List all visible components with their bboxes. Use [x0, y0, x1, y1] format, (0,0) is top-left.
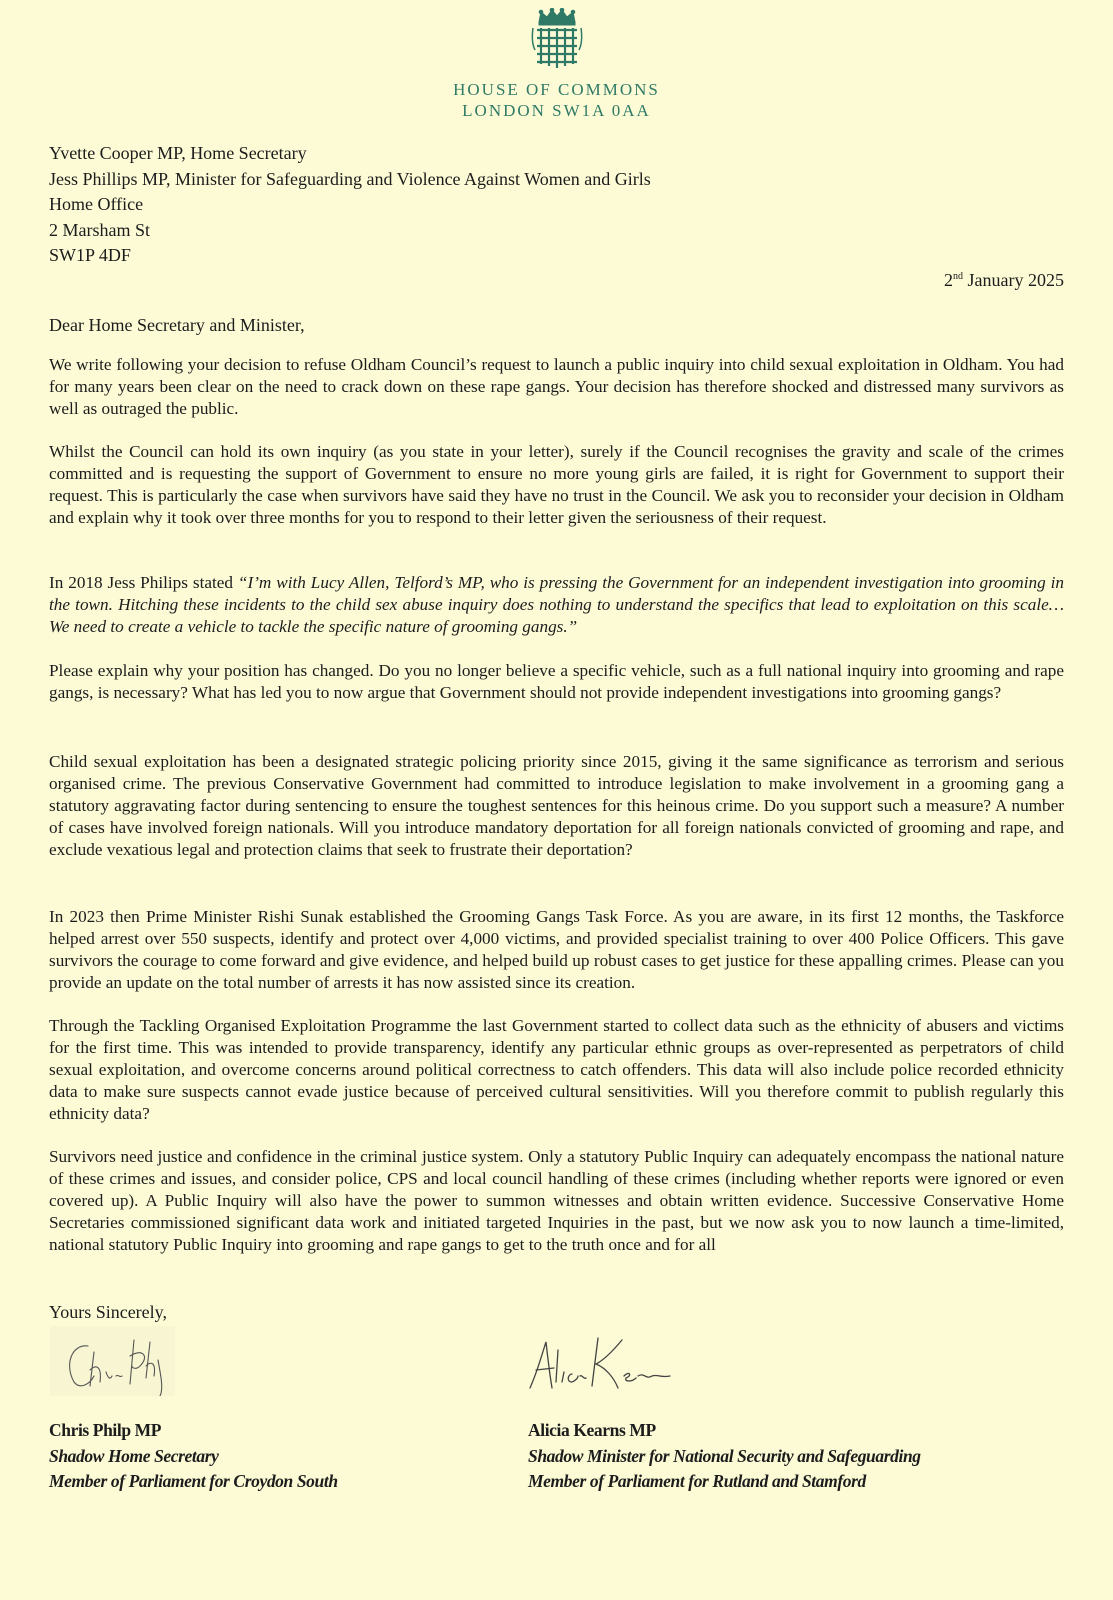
portcullis-crest-icon — [527, 8, 587, 74]
signer-block — [49, 1418, 338, 1495]
signer-role: Shadow Home Secretary — [49, 1445, 219, 1466]
recipient-line: 2 Marsham St — [49, 219, 150, 240]
date-rest: January 2025 — [963, 270, 1064, 290]
recipient-line: Jess Phillips MP, Minister for Safeguarding and Violence Against Women and Girls — [49, 168, 651, 189]
date-suffix: nd — [953, 271, 964, 282]
letter-date — [944, 270, 1064, 291]
body-paragraph: Through the Tackling Organised Exploitation Programme the last Government started to collect data such as the ethnicity of abusers and victims for the first time. This was intended to provide transparency, identify any particular ethnic groups as over-represented as perpetrators of child sexual exploitation, and overcome concerns around political correctness to catch offenders. This data will also include police recorded ethnicity data to make sure suspects cannot evade justice because of perceived cultural sensitivities. Will you therefore commit to publish regularly this ethnicity data? — [49, 1016, 1064, 1123]
body-paragraph: Whilst the Council can hold its own inquiry (as you state in your letter), surely if the Council recognises the gravity and scale of the crimes committed and is requesting the support of Government to ensure no more young girls are failed, it is right for Government to support their request. This is particularly the case when survivors have said they have no trust in the Council. We ask you to reconsider your decision in Oldham and explain why it took over three months for you to respond to their letter given the seriousness of their request. — [49, 442, 1064, 527]
letterhead-line-2: LONDON SW1A 0AA — [462, 101, 651, 120]
signature-chris-philp — [50, 1326, 175, 1396]
salutation: Dear Home Secretary and Minister, — [49, 315, 305, 335]
closing: Yours Sincerely, — [49, 1302, 168, 1322]
recipient-address — [49, 141, 651, 269]
body-paragraph: Child sexual exploitation has been a designated strategic policing priority since 2015, giving it the same significance as terrorism and serious organised crime. The previous Conservative Government had committed to introduce legislation to make involvement in a grooming gang a statutory aggravating factor during sentencing to ensure the toughest sentences for this heinous crime. Do you support such a measure? A number of cases have involved foreign nationals. Will you introduce mandatory deportation for all foreign nationals convicted of grooming and rape, and exclude vexatious legal and protection claims that seek to frustrate their deportation? — [49, 752, 1064, 859]
signer-role: Shadow Minister for National Security and Safeguarding — [528, 1445, 921, 1466]
signer-name: Alicia Kearns MP — [528, 1420, 656, 1440]
recipient-line: Yvette Cooper MP, Home Secretary — [49, 143, 307, 163]
letterhead-line-1: HOUSE OF COMMONS — [453, 80, 660, 99]
body-paragraph-quote — [49, 572, 1064, 638]
date-day: 2 — [944, 270, 954, 290]
body-paragraph: In 2023 then Prime Minister Rishi Sunak established the Grooming Gangs Task Force. As you are aware, in its first 12 months, the Taskforce helped arrest over 550 suspects, identify and protect over 4,000 victims, and provided specialist training to over 400 Police Officers. This gave survivors the courage to come forward and give evidence, and helped build up robust cases to get justice for these appalling crimes. Please can you provide an update on the total number of arrests it has now assisted since its creation. — [49, 907, 1064, 992]
body-paragraph: Survivors need justice and confidence in the criminal justice system. Only a statutory Public Inquiry can adequately encompass the national nature of these crimes and issues, and consider police, CPS and local council handling of these crimes (including whether reports were ignored or even covered up). A Public Inquiry will also have the power to summon witnesses and obtain written evidence. Successive Conservative Home Secretaries commissioned significant data work and initiated targeted Inquiries in the past, but we now ask you to now launch a time-limited, national statutory Public Inquiry into grooming and rape gangs to get to the truth once and for all — [49, 1147, 1064, 1254]
body-paragraph: We write following your decision to refuse Oldham Council’s request to launch a public inquiry into child sexual exploitation in Oldham. You had for many years been clear on the need to crack down on these rape gangs. Your decision has therefore shocked and distressed many survivors as well as outraged the public. — [49, 355, 1064, 418]
signer-name: Chris Philp MP — [49, 1420, 162, 1440]
recipient-line: Home Office — [49, 194, 144, 215]
signer-block — [528, 1418, 921, 1495]
quote-intro: In 2018 Jess Philips stated — [49, 573, 238, 592]
quote-text: “I’m with Lucy Allen, Telford’s MP, who is pressing the Government for an independent investigation into grooming in the town. Hitching these incidents to the child sex abuse inquiry does nothing to understand the specifics that lead to exploitation on this scale… We need to create a vehicle to tackle the specific nature of grooming gangs.” — [49, 573, 1064, 636]
body-paragraph: Please explain why your position has changed. Do you no longer believe a specific vehicle, such as a full national inquiry into grooming and rape gangs, is necessary? What has led you to now argue that Government should not provide independent investigations into grooming gangs? — [49, 661, 1064, 702]
recipient-line: SW1P 4DF — [49, 245, 131, 266]
signer-constituency: Member of Parliament for Rutland and Stamford — [528, 1471, 866, 1491]
signature-alicia-kearns — [520, 1330, 680, 1400]
signer-constituency: Member of Parliament for Croydon South — [49, 1471, 338, 1491]
